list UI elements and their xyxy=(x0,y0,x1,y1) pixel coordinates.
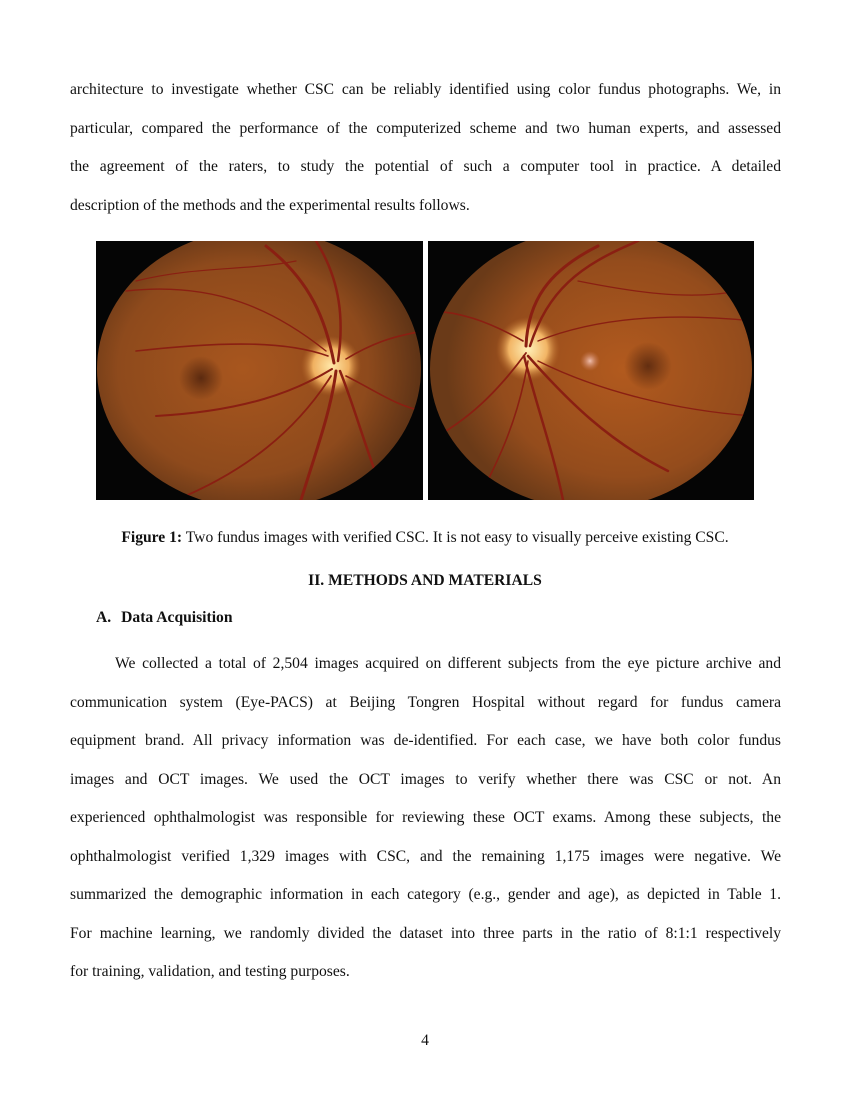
subsection-number: A. xyxy=(96,609,112,626)
page-number: 4 xyxy=(421,1032,429,1049)
fundus-image-left xyxy=(96,241,423,500)
text-line: communication system (Eye-PACS) at Beijing Tongren Hospital without regard for fundus camera xyxy=(70,693,781,711)
figure-caption xyxy=(0,529,850,547)
text-line: We collected a total of 2,504 images acquired on different subjects from the eye picture archive and xyxy=(115,655,781,672)
fundus-image-right xyxy=(428,241,754,500)
text-line: equipment brand. All privacy information was de-identified. For each case, we have both color fundus xyxy=(70,732,781,749)
intro-paragraph xyxy=(70,71,781,225)
figure-caption-label: Figure 1: xyxy=(121,529,183,546)
text-line: experienced ophthalmologist was responsible for reviewing these OCT exams. Among these subjects, the xyxy=(70,809,781,826)
text-line: description of the methods and the experimental results follows. xyxy=(70,196,470,214)
text-line: particular, compared the performance of the computerized scheme and two human experts, and assessed xyxy=(70,119,781,137)
figure-caption-text: Two fundus images with verified CSC. It is not easy to visually perceive existing CSC. xyxy=(182,529,729,546)
text-line: images and OCT images. We used the OCT images to verify whether there was CSC or not. An xyxy=(70,770,781,788)
section-title: II. METHODS AND MATERIALS xyxy=(308,572,542,589)
text-line: ophthalmologist verified 1,329 images with CSC, and the remaining 1,175 images were negative. We xyxy=(70,847,781,865)
figure-1 xyxy=(96,241,754,500)
data-acquisition-paragraph xyxy=(70,645,781,992)
text-line: architecture to investigate whether CSC can be reliably identified using color fundus photographs. We, in xyxy=(70,81,781,98)
text-line: summarized the demographic information in each category (e.g., gender and age), as depicted in Table 1. xyxy=(70,886,781,903)
text-line: For machine learning, we randomly divided the dataset into three parts in the ratio of 8:1:1 respectively xyxy=(70,924,781,942)
subsection-title xyxy=(96,609,233,627)
text-line: the agreement of the raters, to study the potential of such a computer tool in practice. A detailed xyxy=(70,158,781,175)
subsection-label: Data Acquisition xyxy=(121,609,233,626)
text-line: for training, validation, and testing purposes. xyxy=(70,963,350,980)
